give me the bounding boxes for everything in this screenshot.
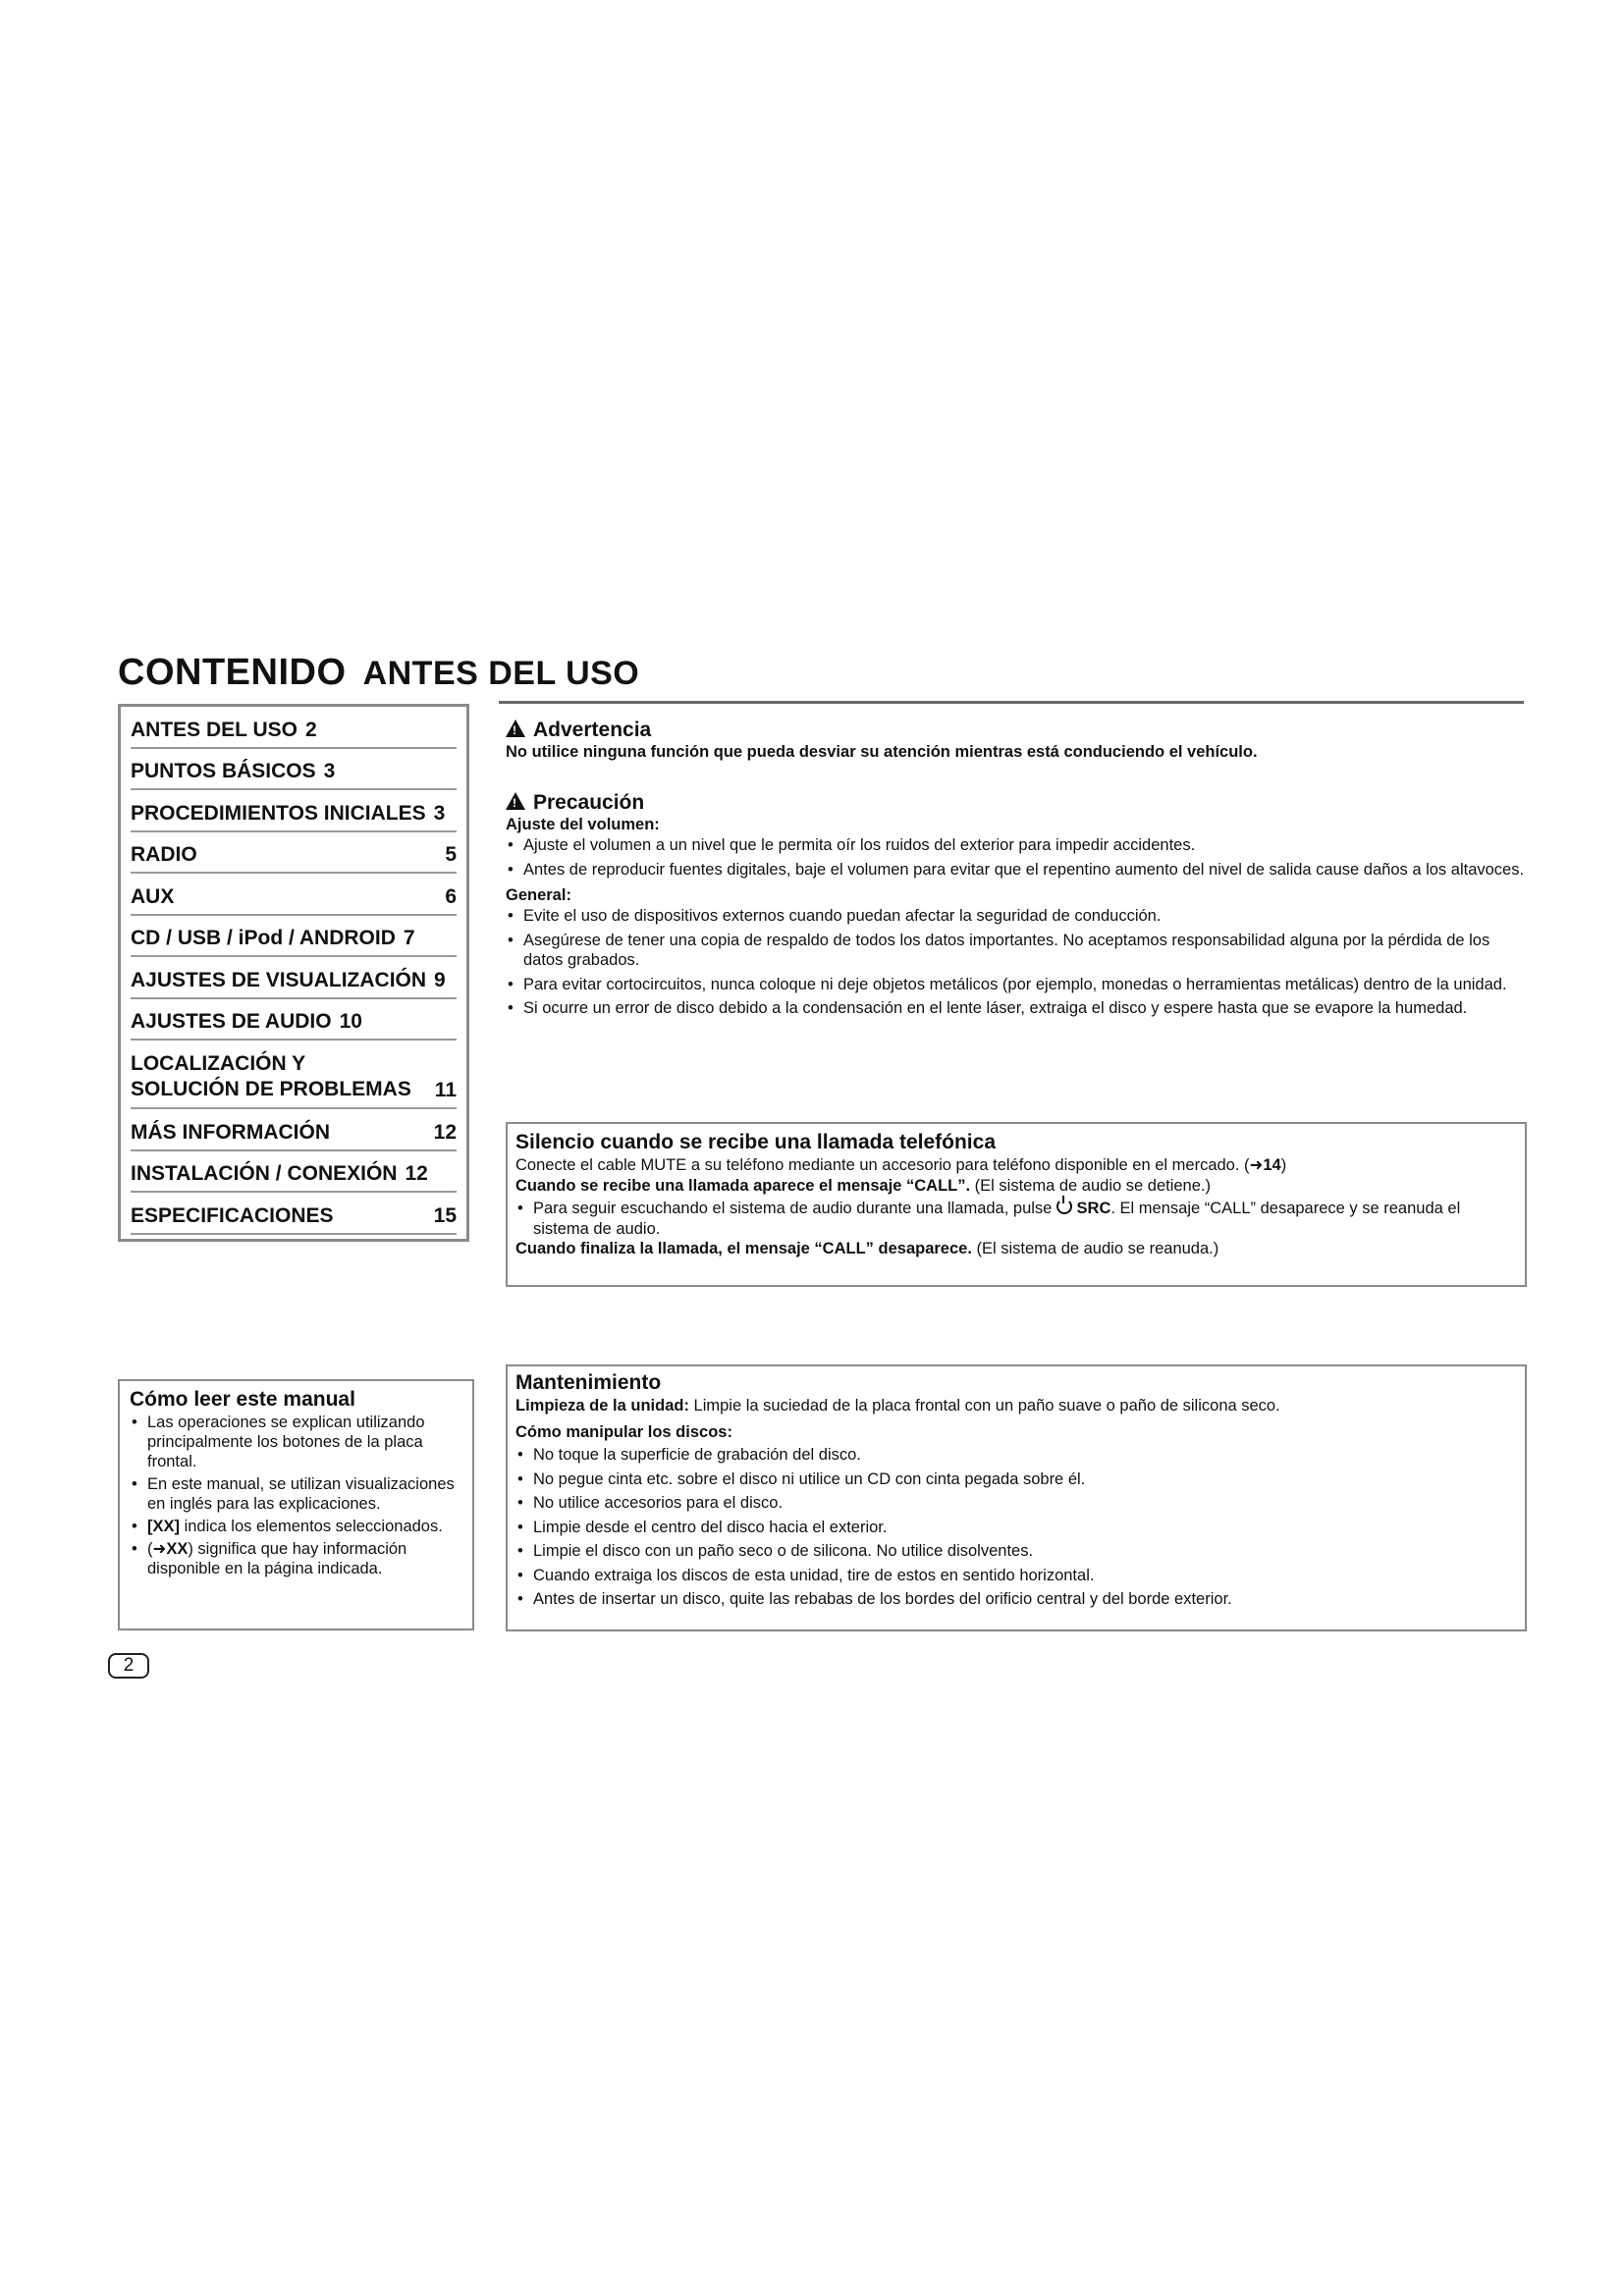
caution-section (506, 791, 1527, 1023)
toc-page: 15 (433, 1203, 457, 1227)
toc-item-radio[interactable] (131, 832, 457, 875)
list-item: • Ajuste el volumen a un nivel que le permita oír los ruidos del exterior para impedir accidentes. (506, 835, 1527, 856)
toc-label: LOCALIZACIÓN Y SOLUCIÓN DE PROBLEMAS (131, 1052, 411, 1100)
maintenance-title: Mantenimiento (515, 1371, 662, 1394)
page-title (118, 652, 639, 694)
toc-label: CD / USB / iPod / ANDROID (131, 927, 396, 949)
toc-label: ANTES DEL USO (131, 718, 298, 741)
how-to-read-title: Cómo leer este manual (130, 1388, 355, 1411)
toc-page: 10 (339, 1010, 362, 1033)
list-item: • Asegúrese de tener una copia de respaldo de todos los datos importantes. No aceptamos responsabilidad alguna por la pérdida de los datos grabados. (506, 931, 1527, 971)
toc-item-ajustes-de-visualizacion[interactable] (131, 957, 457, 999)
toc-page: 12 (405, 1162, 428, 1185)
list-item: • Cuando extraiga los discos de esta unidad, tire de estos en sentido horizontal. (515, 1566, 1517, 1586)
toc-label: AJUSTES DE VISUALIZACIÓN (131, 968, 427, 991)
list-item: • Para evitar cortocircuitos, nunca coloque ni deje objetos metálicos (por ejemplo, monedas o herramientas metálicas) dentro de la unidad. (506, 975, 1527, 995)
toc-page: 5 (445, 843, 457, 866)
toc-item-antes-del-uso[interactable] (131, 707, 457, 749)
call-mute-line1 (515, 1155, 1517, 1176)
page-title-main: CONTENIDO (118, 652, 347, 693)
list-item: • Limpie el disco con un paño seco o de silicona. No utilice disolventes. (515, 1541, 1517, 1562)
list-item: • (➜XX) significa que hay información disponible en la página indicada. (130, 1539, 462, 1578)
call-mute-line3-bold: Cuando finaliza la llamada, el mensaje “CALL” desaparece. (515, 1240, 972, 1257)
call-mute-line2-bold: Cuando se recibe una llamada aparece el mensaje “CALL”. (515, 1177, 971, 1195)
list-item: • No pegue cinta etc. sobre el disco ni utilice un CD con cinta pegada sobre él. (515, 1469, 1517, 1490)
toc-label: AUX (131, 884, 175, 908)
list-item (515, 1199, 1517, 1239)
warning-heading (506, 719, 1527, 742)
toc-label: PUNTOS BÁSICOS (131, 760, 316, 782)
toc-label: MÁS INFORMACIÓN (131, 1120, 330, 1144)
call-mute-list (515, 1199, 1517, 1239)
call-mute-box (506, 1122, 1527, 1287)
discs-list (515, 1445, 1517, 1610)
toc-item-cd-usb-ipod-android[interactable] (131, 916, 457, 958)
warning-title: Advertencia (533, 719, 652, 741)
list-item: • Limpie desde el centro del disco hacia el exterior. (515, 1518, 1517, 1538)
call-mute-line1-end: ) (1280, 1156, 1287, 1174)
list-item: • No utilice accesorios para el disco. (515, 1493, 1517, 1514)
list-item: • Antes de insertar un disco, quite las rebabas de los bordes del orificio central y del borde exterior. (515, 1589, 1517, 1610)
cleaning-text: Limpie la suciedad de la placa frontal con un paño suave o paño de silicona seco. (688, 1397, 1280, 1415)
arrow-right-icon: ➜ (152, 1540, 167, 1558)
call-mute-line2 (515, 1176, 1517, 1197)
toc-item-aux[interactable] (131, 874, 457, 916)
warning-triangle-icon (506, 792, 525, 810)
list-item (130, 1517, 462, 1536)
toc-page: 12 (433, 1120, 457, 1144)
toc-page: 7 (403, 927, 415, 949)
toc-label: ESPECIFICACIONES (131, 1203, 334, 1227)
toc-item-puntos-basicos[interactable] (131, 749, 457, 791)
caution-heading (506, 791, 1527, 815)
caution-title: Precaución (533, 791, 645, 814)
selected-item-marker: [XX] (147, 1518, 180, 1535)
warning-triangle-icon (506, 720, 525, 737)
call-mute-line3-rest: (El sistema de audio se reanuda.) (971, 1240, 1219, 1257)
list-item: • Evite el uso de dispositivos externos cuando puedan afectar la seguridad de conducción. (506, 906, 1527, 927)
maintenance-box (506, 1364, 1527, 1631)
how-to-read-item3-text: indica los elementos seleccionados. (180, 1518, 443, 1535)
call-mute-line2-rest: (El sistema de audio se detiene.) (970, 1177, 1211, 1195)
toc-page: 2 (304, 718, 317, 741)
toc-item-especificaciones[interactable] (131, 1193, 457, 1235)
call-mute-line1-text: Conecte el cable MUTE a su teléfono mediante un accesorio para teléfono disponible en el mercado. ( (515, 1156, 1250, 1174)
list-item: • No toque la superficie de grabación del disco. (515, 1445, 1517, 1466)
list-item: • Antes de reproducir fuentes digitales, baje el volumen para evitar que el repentino aumento del nivel de salida cause daños a los altavoces. (506, 860, 1527, 881)
toc-item-localizacion-y-solucion[interactable] (131, 1041, 457, 1109)
toc-page: 3 (323, 760, 336, 782)
toc-page: 9 (434, 968, 446, 991)
toc-page: 11 (434, 1079, 457, 1101)
page-number: 2 (108, 1653, 149, 1679)
toc-item-procedimientos-iniciales[interactable] (131, 790, 457, 832)
call-mute-bullet-start: Para seguir escuchando el sistema de audio durante una llamada, pulse (533, 1200, 1056, 1217)
power-icon (1056, 1199, 1072, 1214)
volume-heading: Ajuste del volumen: (506, 816, 660, 833)
title-rule (499, 701, 1524, 704)
how-to-read-list (130, 1413, 462, 1578)
maintenance-cleaning (515, 1396, 1517, 1416)
toc-label: RADIO (131, 843, 197, 866)
toc-label: AJUSTES DE AUDIO (131, 1010, 332, 1033)
general-heading: General: (506, 886, 571, 904)
page-ref[interactable]: 14 (1263, 1156, 1281, 1174)
call-mute-title: Silencio cuando se recibe una llamada telefónica (515, 1131, 996, 1153)
list-item: • Las operaciones se explican utilizando principalmente los botones de la placa frontal. (130, 1413, 462, 1471)
how-to-read-item4-text: ) significa que hay información disponible en la página indicada. (147, 1540, 407, 1577)
toc-label: INSTALACIÓN / CONEXIÓN (131, 1162, 398, 1185)
warning-text: No utilice ninguna función que pueda desviar su atención mientras está conduciendo el vehículo. (506, 743, 1258, 761)
list-item: • En este manual, se utilizan visualizaciones en inglés para las explicaciones. (130, 1474, 462, 1514)
arrow-right-icon: ➜ (1249, 1156, 1264, 1174)
toc-page: 6 (445, 884, 457, 908)
toc-item-instalacion-conexion[interactable] (131, 1151, 457, 1194)
toc-label: PROCEDIMIENTOS INICIALES (131, 801, 426, 825)
toc-page: 3 (433, 801, 446, 825)
volume-list (506, 835, 1527, 880)
general-list (506, 906, 1527, 1019)
toc-item-ajustes-de-audio[interactable] (131, 999, 457, 1041)
table-of-contents (118, 704, 469, 1242)
call-mute-bullet-end: . El mensaje “CALL” desaparece y se reanuda el sistema de audio. (533, 1200, 1461, 1238)
toc-item-mas-informacion[interactable] (131, 1109, 457, 1151)
page-ref-marker: XX (166, 1540, 189, 1558)
cleaning-label: Limpieza de la unidad: (515, 1397, 689, 1415)
src-key: SRC (1076, 1200, 1111, 1217)
page-section-title: ANTES DEL USO (362, 655, 640, 692)
list-item: • Si ocurre un error de disco debido a la condensación en el lente láser, extraiga el disco y espere hasta que se evapore la humedad. (506, 998, 1527, 1019)
how-to-read-box (118, 1379, 474, 1630)
discs-heading: Cómo manipular los discos: (515, 1423, 732, 1441)
call-mute-line3 (515, 1239, 1517, 1259)
warning-section (506, 719, 1527, 763)
